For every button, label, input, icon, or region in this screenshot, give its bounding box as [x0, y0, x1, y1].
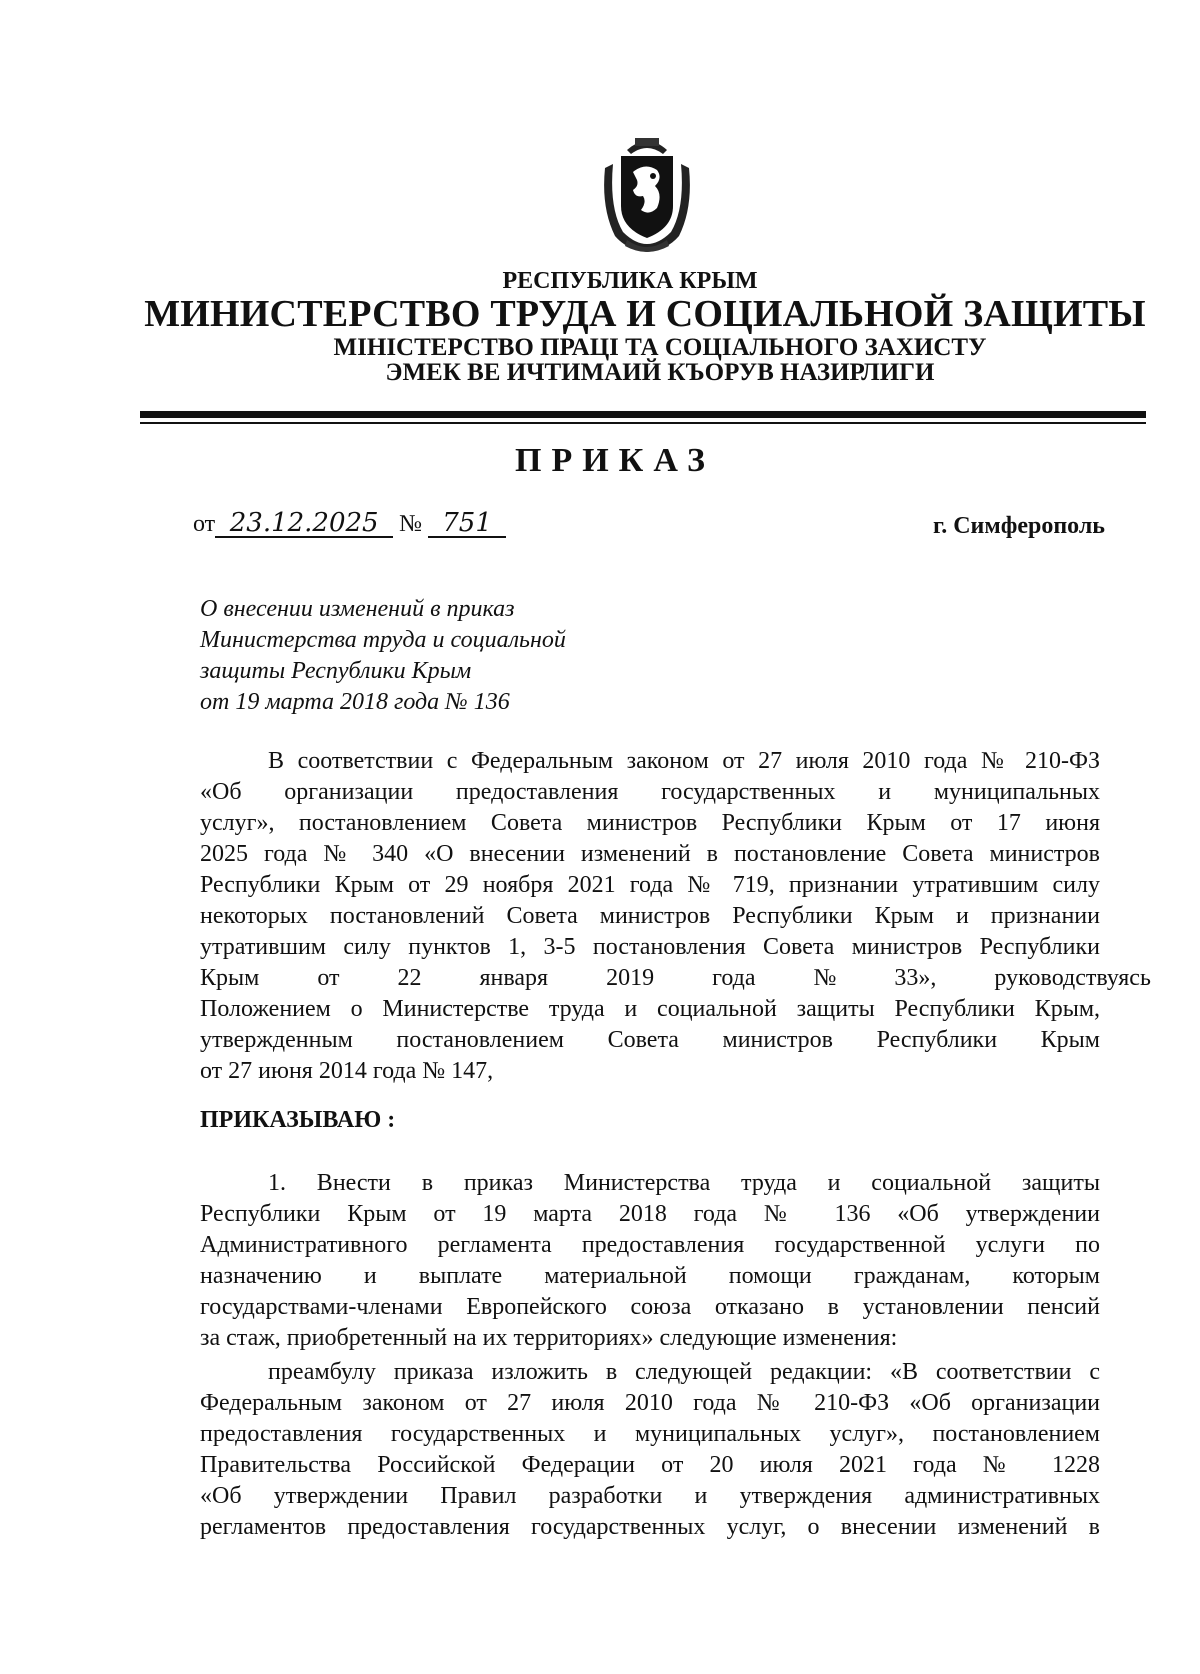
- text-line: Правительства Российской Федерации от 20 июля 2021 года № 1228: [200, 1452, 1100, 1478]
- subject-line: защиты Республики Крым: [200, 658, 472, 684]
- header-divider-thick: [140, 411, 1146, 418]
- city-name: г. Симферополь: [933, 513, 1105, 539]
- document-subject: [200, 594, 566, 718]
- subject-line: от 19 марта 2018 года № 136: [200, 689, 510, 715]
- text-line: предоставления государственных и муниципальных услуг», постановлением: [200, 1421, 1100, 1447]
- handwritten-number: 751: [428, 510, 506, 538]
- document-type-title: ПРИКАЗ: [515, 442, 715, 479]
- ministry-name-crimean-tatar: ЭМЕК ВЕ ИЧТИМАИЙ КЪОРУВ НАЗИРЛИГИ: [385, 359, 935, 386]
- subject-line: О внесении изменений в приказ: [200, 596, 515, 622]
- subject-line: Министерства труда и социальной: [200, 627, 566, 653]
- text-line: Республики Крым от 29 ноября 2021 года № 719, признании утратившим силу: [200, 872, 1100, 898]
- text-line: «Об утверждении Правил разработки и утверждения административных: [200, 1483, 1100, 1509]
- text-line: 2025 года № 340 «О внесении изменений в постановление Совета министров: [200, 841, 1100, 867]
- date-from-label: от: [193, 511, 216, 537]
- text-line: «Об организации предоставления государственных и муниципальных: [200, 779, 1100, 805]
- ministry-name: МИНИСТЕРСТВО ТРУДА И СОЦИАЛЬНОЙ ЗАЩИТЫ: [144, 293, 1146, 335]
- number-label: №: [399, 511, 423, 537]
- text-line: назначению и выплате материальной помощи гражданам, которым: [200, 1263, 1100, 1289]
- date-number-line: [193, 510, 506, 538]
- text-line: Республики Крым от 19 марта 2018 года № 136 «Об утверждении: [200, 1201, 1100, 1227]
- text-line: Крым от 22 января 2019 года № 33», руководствуясь: [200, 965, 1151, 991]
- order-item-1: [200, 1168, 1100, 1354]
- text-line: некоторых постановлений Совета министров Республики Крым и признании: [200, 903, 1100, 929]
- text-line: регламентов предоставления государственных услуг, о внесении изменений в: [200, 1514, 1100, 1540]
- text-line: Административного регламента предоставления государственной услуги по: [200, 1232, 1100, 1258]
- coat-of-arms-emblem: [597, 128, 697, 256]
- text-line: от 27 июня 2014 года № 147,: [200, 1058, 494, 1084]
- handwritten-date: 23.12.2025: [215, 510, 393, 538]
- text-line: Федеральным законом от 27 июля 2010 года № 210-ФЗ «Об организации: [200, 1390, 1100, 1416]
- text-line: преамбулу приказа изложить в следующей редакции: «В соответствии с: [268, 1359, 1100, 1385]
- ministry-name-ukrainian: МІНІСТЕРСТВО ПРАЦІ ТА СОЦІАЛЬНОГО ЗАХИСТУ: [333, 334, 987, 361]
- order-directive-word: ПРИКАЗЫВАЮ :: [200, 1107, 396, 1133]
- text-line: 1. Внести в приказ Министерства труда и социальной защиты: [268, 1170, 1100, 1196]
- text-line: Положением о Министерстве труда и социальной защиты Республики Крым,: [200, 996, 1100, 1022]
- order-item-preamble-change: [200, 1357, 1100, 1543]
- header-divider-thin: [140, 422, 1146, 424]
- text-line: за стаж, приобретенный на их территориях» следующие изменения:: [200, 1325, 898, 1351]
- text-line: В соответствии с Федеральным законом от 27 июля 2010 года № 210-ФЗ: [268, 748, 1100, 774]
- preamble-paragraph: [200, 746, 1151, 1087]
- republic-name: РЕСПУБЛИКА КРЫМ: [502, 268, 758, 294]
- text-line: государствами-членами Европейского союза отказано в установлении пенсий: [200, 1294, 1100, 1320]
- text-line: утратившим силу пунктов 1, 3-5 постановления Совета министров Республики: [200, 934, 1100, 960]
- text-line: услуг», постановлением Совета министров Республики Крым от 17 июня: [200, 810, 1100, 836]
- text-line: утвержденным постановлением Совета министров Республики Крым: [200, 1027, 1100, 1053]
